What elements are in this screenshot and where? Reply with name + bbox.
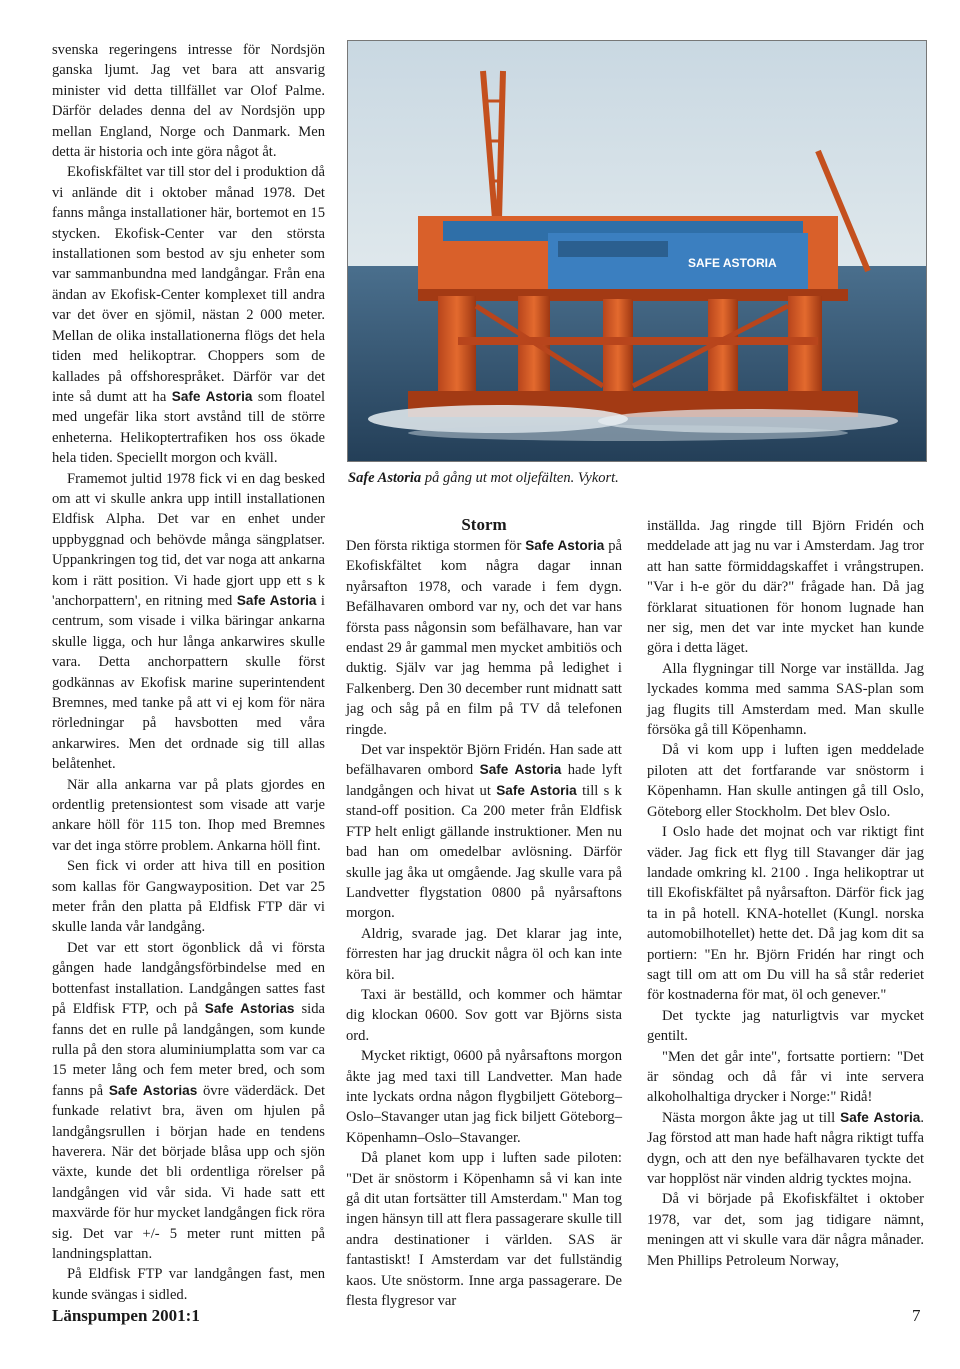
- paragraph: Aldrig, svarade jag. Det klarar jag inte, förresten har jag druckit några öl och kan inte köra bil.: [346, 925, 622, 983]
- ship-name: Safe Astoria: [479, 762, 562, 778]
- paragraph: Mycket riktigt, 0600 på nyårsaftons morgon åkte jag med taxi till Landvetter. Man hade inte lyckats ordna någon flygbiljett Göteborg–Oslo–Stavanger utan jag fick biljett Göteborg–Köpenhamn–Oslo–Stavanger.: [346, 1048, 622, 1146]
- publication-footer: Länspumpen 2001:1: [52, 1306, 200, 1325]
- section-heading: Storm: [461, 515, 507, 534]
- ship-name: Safe Astorias: [108, 1082, 198, 1098]
- photo-caption: [348, 470, 908, 487]
- ship-name: Safe Astoria: [525, 538, 605, 553]
- paragraph: Den första riktiga stormen för Safe Astoria på Ekofiskfältet kom några dagar innan nyårsafton 1978, och varade i fem dygn. Befälhavaren ombord var ny, och det var hans första pass någonsin som befälhavare, han var endast 29 år gammal men mycket ambitiös och duktig. Själv var jag hemma på ledighet i Falkenberg. Den 30 december runt midnatt satt jag och såg på en film på TV då telefonen ringde.: [346, 538, 623, 738]
- paragraph: Nästa morgon åkte jag ut till Safe Astoria. Jag förstod att man hade haft några riktigt tuffa dygn, och att den nye befälhavaren tyckte det var hopplöst när vinden aldrig tycktes mojna.: [647, 1109, 924, 1187]
- page-number: 7: [912, 1306, 921, 1325]
- ship-name: Safe Astorias: [204, 1001, 295, 1017]
- platform-photo: [347, 40, 927, 462]
- paragraph: Det tyckte jag naturligtvis var mycket gentilt.: [647, 1007, 924, 1045]
- text-column-3: [647, 516, 924, 1271]
- ship-name: Safe Astoria: [840, 1109, 921, 1125]
- caption-text: på gång ut mot oljefälten. Vykort.: [421, 470, 619, 486]
- caption-ship-name: Safe Astoria: [348, 470, 422, 486]
- platform-illustration: [348, 41, 926, 461]
- paragraph: Det var ett stort ögonblick då vi första gången hade landgångsförbindelse med en bottenfast installation. Landgången sattes fast på Eldfisk FTP, och på Safe Astorias sida fanns det en rulle på landgången, som kunde rulla på den stora aluminiumplatta som var ca 15 meter lång och fem meter bred, och som fanns på Safe Astorias övre väderdäck. Det funkade relativt bra, även om hjulen på landgångsrullen i början hade en tendens haverera. När det började blåsa upp och sjön växte, kunde det bli ordentliga rörelser på landgången vid vår sida. Vi hade satt ett maxvärde för hur mycket landgången fick röra sig. Det var +/- 5 meter runt mitten på landningsplattan.: [52, 939, 326, 1262]
- platform-sign: SAFE ASTORIA: [688, 256, 777, 270]
- paragraph: Det var inspektör Björn Fridén. Han sade att befälhavaren ombord Safe Astoria hade lyft landgången och hivat ut Safe Astoria till s k stand-off position. Ca 200 meter från Eldfisk FTP helt enligt gällande instruktioner. Men nu bad han om omedelbar avlösning. Därför skulle jag åka ut omgående. Jag skulle vara på Landvetter flygstation 0800 på nyårsaftons morgon.: [346, 742, 622, 922]
- paragraph: Då vi kom upp i luften igen meddelade piloten att det fortfarande var snöstorm i Köpenhamn. Han skulle antingen gå till Oslo, Göteborg eller Stockholm. Det blev Oslo.: [647, 742, 924, 820]
- paragraph: Sen fick vi order att hiva till en position som kallas för Gangwayposition. Det var 25 meter från den platta på Eldfisk FTP där vi skulle landa vår landgång.: [52, 858, 325, 936]
- paragraph: Då planet kom upp i luften sade piloten: "Det är snöstorm i Köpenhamn så vi kan inte gå dit utan fortsätter till Amsterdam." Man tog ingen hänsyn till att flera passagerare skulle till andra destinationer i världen. SAS är fantastiskt! I Amsterdam var det fullständig kaos. Ute snöstorm. Inne arga passagerare. De flesta flygresor var: [346, 1150, 622, 1310]
- ship-name: Safe Astoria: [171, 388, 253, 404]
- paragraph: Alla flygningar till Norge var inställda. Jag lyckades komma med samma SAS-plan som jag flugits till Amsterdam med. Man skulle försöka gå till Köpenhamn.: [647, 660, 924, 739]
- paragraph: Framemot jultid 1978 fick vi en dag besked om att vi skulle ankra upp intill installationen Eldfisk Alpha. Det var en enhet under uppbyggnad och behövde många sängplatser. Uppankringen tog tid, det var noga att ankarna kom i rätt position. Vi hade gjort upp ett s k 'anchorpattern', en ritning med Safe Astoria i centrum, som visade i vilka bäringar ankarna skulle ligga, och hur långa ankarwires skulle vara. Detta anchorpattern skulle först godkännas av Ekofisk marine superintendent Bremnes, med tanke på att vi ej kom för nära rörledningar på havsbotten med våra ankarwires. Men det ordnade sig till allas belåtenhet.: [52, 470, 325, 773]
- ship-name: Safe Astoria: [236, 592, 317, 608]
- paragraph: svenska regeringens intresse för Nordsjön ganska ljumt. Jag vet bara att ansvarig minister vid detta tillfället var Olof Palme. Därför delades denna del av Nordsjön upp mellan England, Norge och Danmark. Men detta är historia och inte göra något åt.: [52, 42, 325, 161]
- paragraph: Ekofiskfältet var till stor del i produktion då vi anlände dit i oktober månad 1978. Det fanns många installationer här, bortemot en 15 stycken. Ekofisk-Center var den största installationen som bestod av sju enheter som var sammanbundna med landgångar. Från ena ändan av Ekofisk-Center komplexet till andra var det över en sjömil, nästan 2 000 meter. Mellan de olika installationerna flögs det hela tiden med helikoptrar. Choppers som de kallades på offshorespråket. Därför var det inte så dumt att ha Safe Astoria som floatel med ungefär lika stort avstånd till de större enheterna. Helikoptertrafiken hos oss ökade hela tiden. Speciellt morgon och kväll.: [52, 164, 325, 467]
- paragraph: Då vi började på Ekofiskfältet i oktober 1978, var det, som jag tidigare nämnt, meningen att vi skulle vara där några månader. Men Phillips Petroleum Norway,: [647, 1191, 924, 1269]
- text-column-1: [52, 40, 325, 1305]
- paragraph: inställda. Jag ringde till Björn Fridén och meddelade att jag nu var i Amsterdam. Jag tror att han satte förmiddagskaffet i vrångstrupen. "Var i h-e gör du där?" frågade han. Då jag förklarat situationen för honom lugnade han ner sig, men det var inte mycket han kunde göra i detta läget.: [647, 518, 924, 657]
- text-column-2: [346, 536, 622, 1311]
- paragraph: När alla ankarna var på plats gjordes en ordentlig pretensiontest som visade att varje ankare höll för 115 ton. Ihop med Bremnes var det inga större problem. Ankarna höll fint.: [52, 776, 325, 854]
- paragraph: Taxi är beställd, och kommer och hämtar dig klockan 0600. Sov gott var Björns sista ord.: [346, 986, 622, 1044]
- paragraph: I Oslo hade det mojnat och var riktigt fint väder. Jag fick ett flyg till Stavanger där jag landade omkring kl. 2100 . Inga helikoptrar ut till Ekofiskfältet på nyårsafton. Därför fick jag ta in på hotell. KNA-hotellet (Kungl. norska automobilhotellet) hette det. Då jag kom dit sa portiern: "En hr. Björn Fridén har ringt och sagt till om att om Du vill ha så står rederiet för kostnaderna för mat, öl och genever.": [647, 824, 924, 1004]
- paragraph: På Eldfisk FTP var landgången fast, men kunde svängas i sidled.: [52, 1266, 325, 1303]
- paragraph: "Men det går inte", fortsatte portiern: "Det är söndag och då får vi inte servera alkoholhaltiga drycker i Norge:" Ridå!: [647, 1048, 924, 1106]
- ship-name: Safe Astoria: [496, 782, 577, 798]
